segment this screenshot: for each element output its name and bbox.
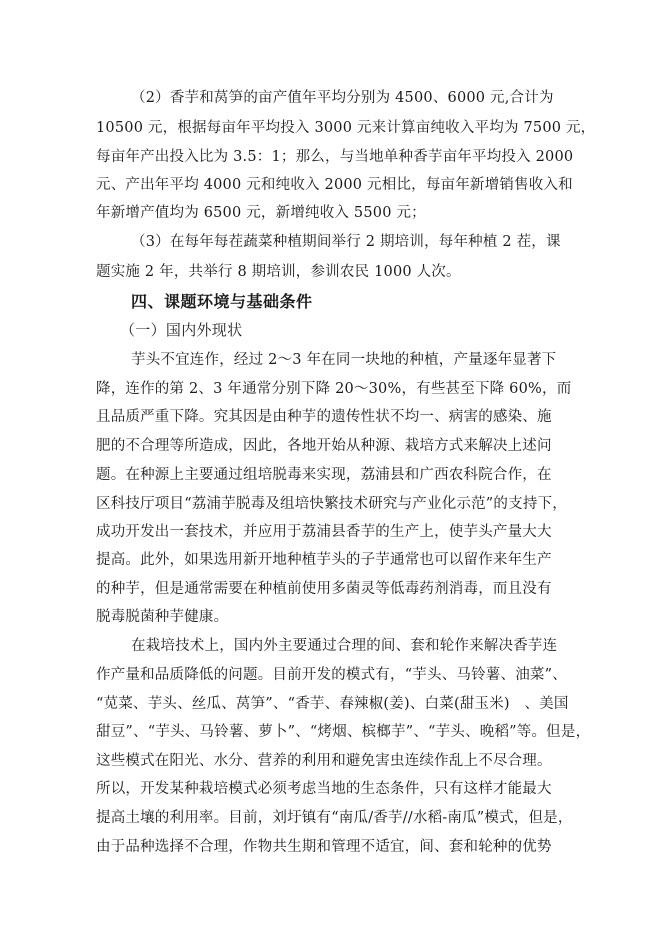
- cultivation-line-1: 在栽培技术上，国内外主要通过合理的间、套和轮作来解决香芋连: [131, 638, 558, 654]
- status-line-6: 区科技厅项目“荔浦芋脱毒及组培快繁技术研究与产业化示范”的支持下，: [96, 496, 567, 512]
- cultivation-line-7: 提高土壤的利用率。目前，刘圩镇有“南瓜/香芋//水稻-南瓜”模式，但是，: [96, 810, 573, 826]
- cultivation-line-6: 所以，开发某种栽培模式必须考虑当地的生态条件，只有这样才能最大: [96, 781, 552, 797]
- status-line-8: 提高。此外，如果选用新开地种植芋头的子芋通常也可以留作来年生产: [96, 552, 552, 568]
- status-line-4: 肥的不合理等所造成，因此，各地开始从种源、栽培方式来解决上述问: [96, 438, 552, 454]
- section-heading: 四、课题环境与基础条件: [131, 292, 313, 311]
- paragraph-2-line-2: 10500 元，根据每亩年平均投入 3000 元来计算亩纯收入平均为 7500 元，: [96, 120, 596, 136]
- paragraph-3-line-1: （3）在每年每茬蔬菜种植期间举行 2 期培训，每年种植 2 茬，课: [131, 234, 561, 250]
- cultivation-line-3: “苋菜、芋头、丝瓜、莴笋”、“香芋、春辣椒(姜)、白菜(甜玉米) 、美国: [96, 696, 569, 712]
- paragraph-2-line-5: 年新增产值均为 6500 元，新增纯收入 5500 元；: [96, 205, 426, 221]
- status-line-10: 脱毒脱菌种芋健康。: [96, 609, 229, 625]
- status-line-1: 芋头不宜连作，经过 2～3 年在同一块地的种植，产量逐年显著下: [131, 352, 557, 368]
- paragraph-3-line-2: 题实施 2 年，共举行 8 期培训，参训农民 1000 人次。: [96, 264, 461, 280]
- paragraph-2-line-4: 元、产出年平均 4000 元和纯收入 2000 元相比，每亩年新增销售收入和: [96, 177, 573, 193]
- cultivation-line-8: 由于品种选择不合理，作物共生期和管理不适宜，间、套和轮种的优势: [96, 839, 552, 855]
- status-line-7: 成功开发出一套技术，并应用于荔浦县香芋的生产上，使芋头产量大大: [96, 524, 552, 540]
- cultivation-line-2: 作产量和品质降低的问题。目前开发的模式有，“芋头、马铃薯、油菜”、: [96, 667, 567, 683]
- subsection-heading: （一）国内外现状: [120, 321, 243, 339]
- status-line-2: 降，连作的第 2、3 年通常分别下降 20～30%，有些甚至下降 60%，而: [96, 381, 572, 397]
- cultivation-line-4: 甜豆”、“芋头、马铃薯、萝卜”、“烤烟、槟榔芋”、“芋头、晚稻”等。但是，: [96, 724, 591, 740]
- cultivation-line-5: 这些模式在阳光、水分、营养的利用和避免害虫连续作乱上不尽合理。: [96, 753, 552, 769]
- status-line-3: 且品质严重下降。究其因是由种芋的遗传性状不均一、病害的感染、施: [96, 409, 552, 425]
- paragraph-2-line-1: （2）香芋和莴笋的亩产值年平均分别为 4500、6000 元,合计为: [131, 90, 554, 106]
- status-line-5: 题。在种源上主要通过组培脱毒来实现，荔浦县和广西农科院合作，在: [96, 467, 552, 483]
- paragraph-2-line-3: 每亩年产出投入比为 3.5：1；那么，与当地单种香芋亩年平均投入 2000: [96, 149, 574, 165]
- status-line-9: 的种芋，但是通常需要在种植前使用多菌灵等低毒药剂消毒，而且没有: [96, 581, 552, 597]
